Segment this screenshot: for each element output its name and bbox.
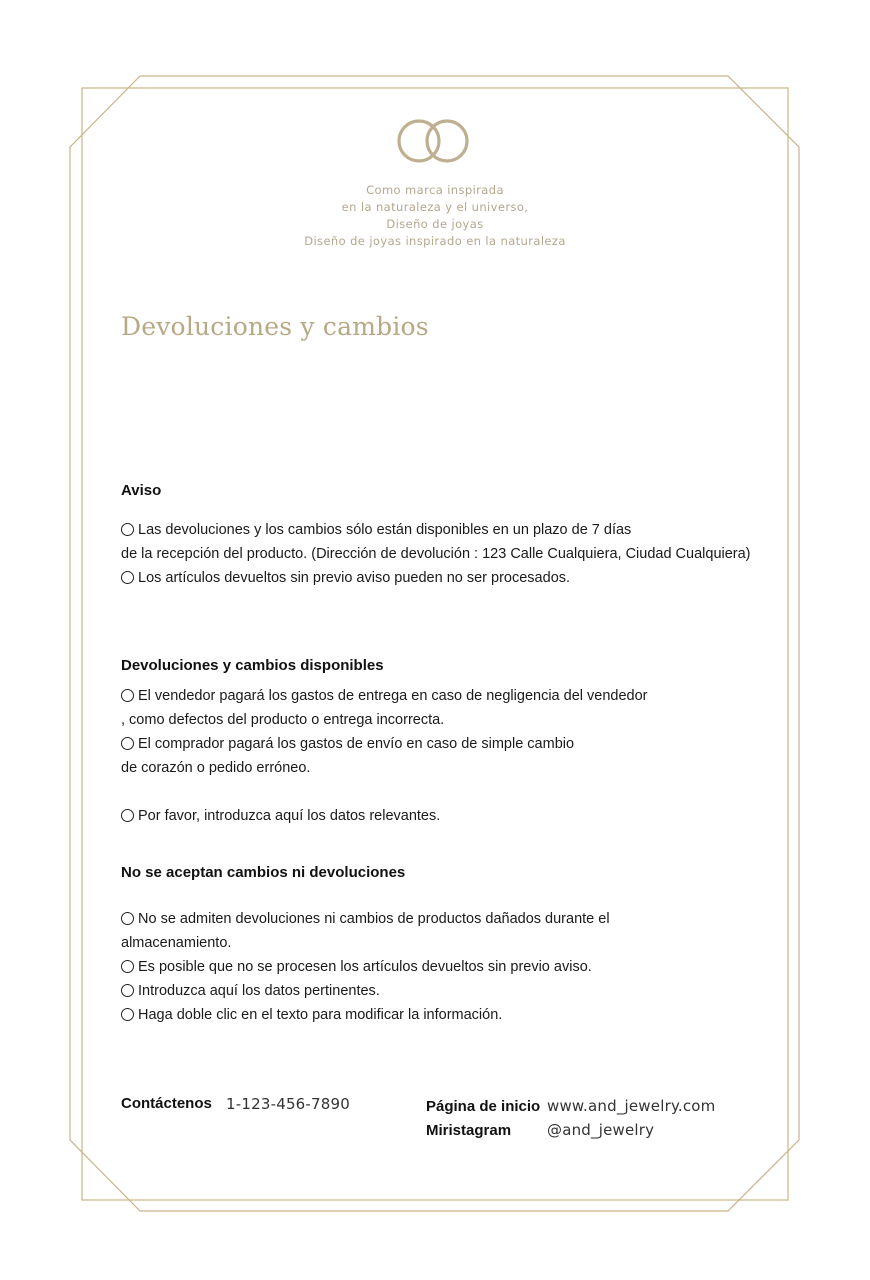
- list-item: No se admiten devoluciones ni cambios de productos dañados durante el: [121, 911, 610, 927]
- list-item-continuation: , como defectos del producto o entrega incorrecta.: [121, 712, 445, 728]
- circle-bullet-icon: [121, 737, 134, 750]
- contact-phone[interactable]: 1-123-456-7890: [226, 1095, 351, 1113]
- available-heading: Devoluciones y cambios disponibles: [121, 657, 384, 674]
- homepage-label: Página de inicio: [426, 1098, 541, 1115]
- interlocking-rings-icon: [395, 116, 473, 166]
- list-item: Es posible que no se procesen los artículos devueltos sin previo aviso.: [121, 959, 592, 975]
- brand-tagline: [0, 182, 870, 250]
- homepage-link[interactable]: www.and_jewelry.com: [547, 1097, 716, 1115]
- list-item: Introduzca aquí los datos pertinentes.: [121, 983, 380, 999]
- tagline-line: Como marca inspirada: [366, 183, 504, 197]
- notice-heading: Aviso: [121, 482, 162, 499]
- circle-bullet-icon: [121, 689, 134, 702]
- tagline-line: en la naturaleza y el universo,: [341, 200, 529, 214]
- contact-label: Contáctenos: [121, 1095, 212, 1112]
- list-item: Por favor, introduzca aquí los datos relevantes.: [121, 808, 440, 824]
- list-item: Las devoluciones y los cambios sólo están disponibles en un plazo de 7 días: [121, 522, 631, 538]
- circle-bullet-icon: [121, 984, 134, 997]
- list-item: Los artículos devueltos sin previo aviso pueden no ser procesados.: [121, 570, 570, 586]
- page-title: Devoluciones y cambios: [121, 312, 429, 341]
- circle-bullet-icon: [121, 960, 134, 973]
- list-item-continuation: de corazón o pedido erróneo.: [121, 760, 311, 776]
- circle-bullet-icon: [121, 809, 134, 822]
- circle-bullet-icon: [121, 571, 134, 584]
- list-item: El comprador pagará los gastos de envío en caso de simple cambio: [121, 736, 574, 752]
- instagram-label: Miristagram: [426, 1122, 512, 1139]
- tagline-line: Diseño de joyas inspirado en la naturaleza: [304, 234, 566, 248]
- list-item: Haga doble clic en el texto para modificar la información.: [121, 1007, 502, 1023]
- list-item-continuation: de la recepción del producto. (Dirección de devolución : 123 Calle Cualquiera, Ciudad Cualquiera): [121, 546, 751, 562]
- instagram-link[interactable]: @and_jewelry: [547, 1121, 655, 1139]
- list-item-continuation: almacenamiento.: [121, 935, 232, 951]
- circle-bullet-icon: [121, 523, 134, 536]
- tagline-line: Diseño de joyas: [386, 217, 484, 231]
- circle-bullet-icon: [121, 912, 134, 925]
- list-item: El vendedor pagará los gastos de entrega en caso de negligencia del vendedor: [121, 688, 647, 704]
- not-accepted-heading: No se aceptan cambios ni devoluciones: [121, 864, 406, 881]
- circle-bullet-icon: [121, 1008, 134, 1021]
